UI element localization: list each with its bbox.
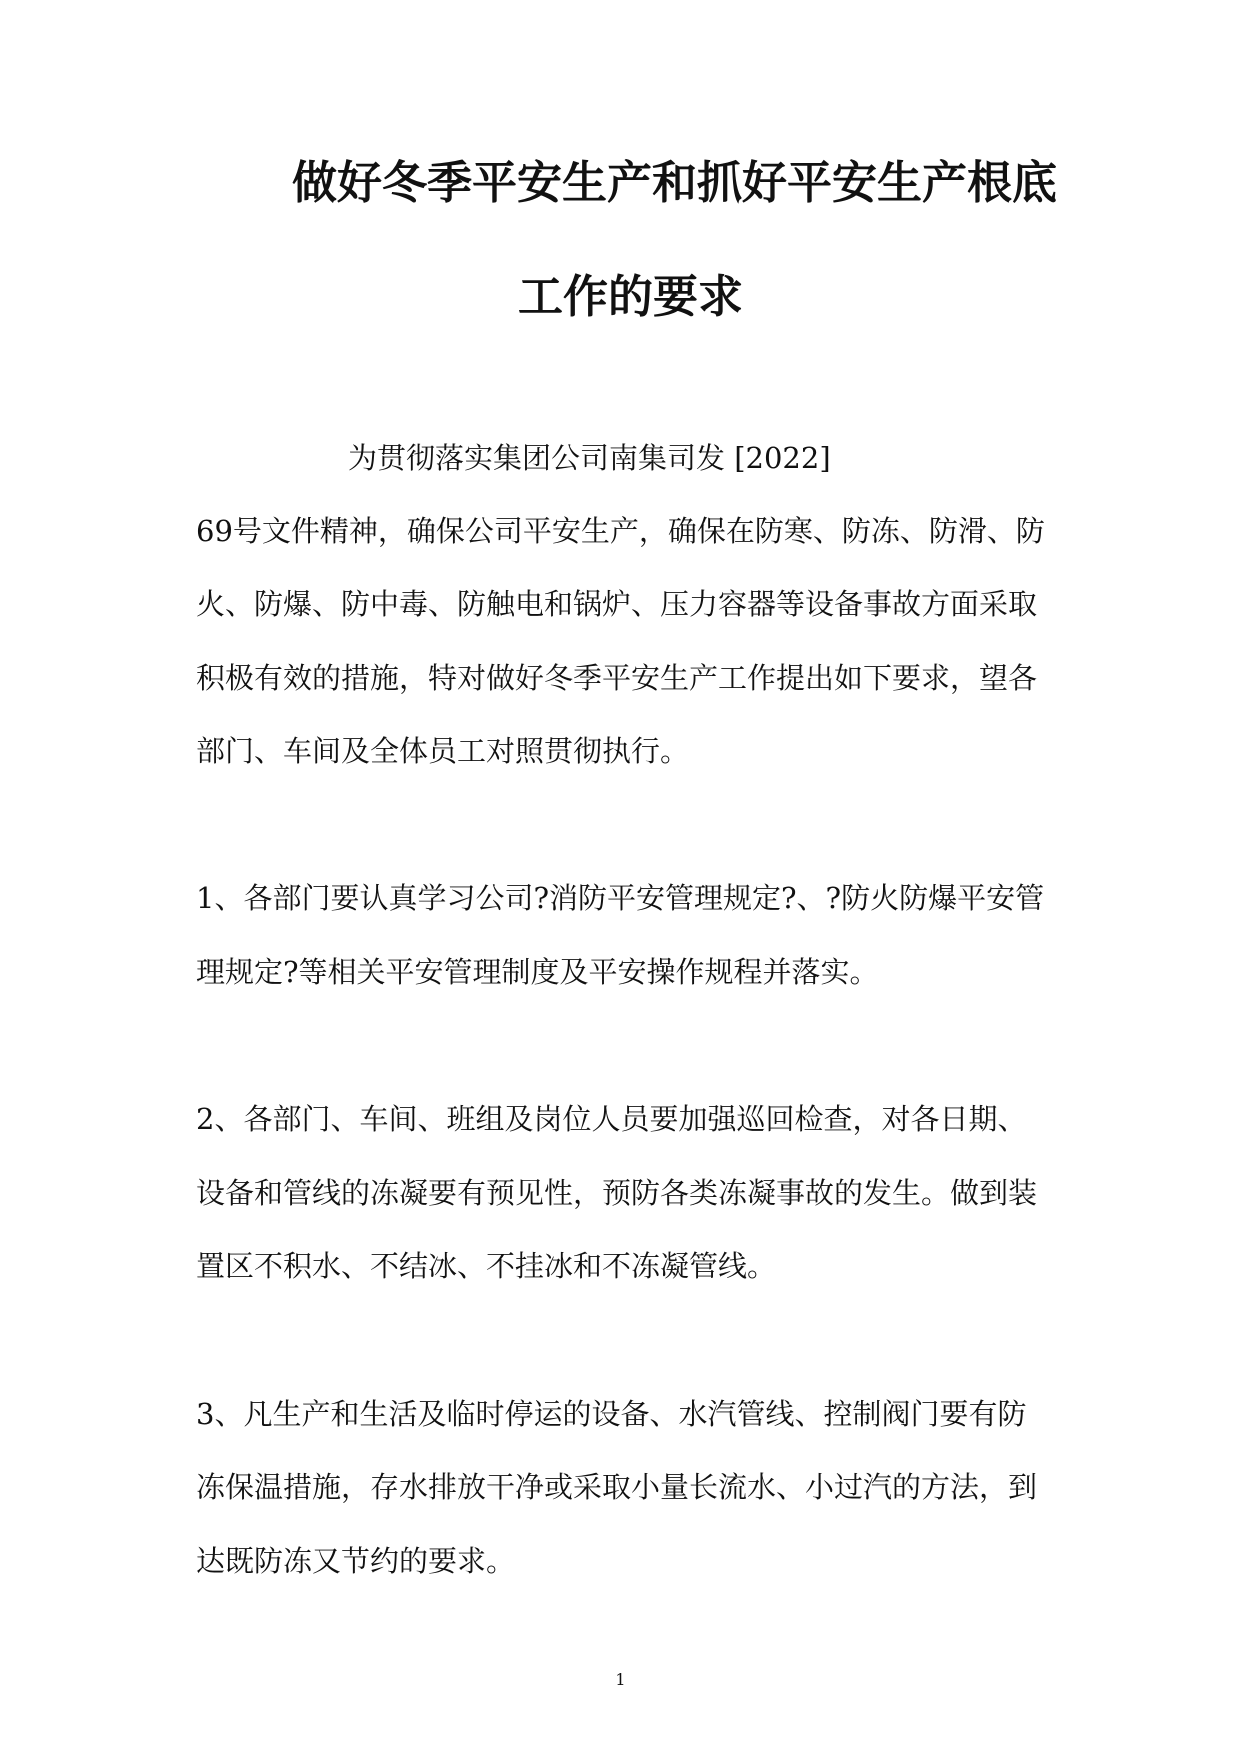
document-title-line-2: 工作的要求: [517, 270, 743, 323]
item-2-line-3: 置区不积水、不结冰、不挂冰和不冻凝管线。: [196, 1249, 777, 1283]
item-3-line-2: 冻保温措施，存水排放干净或采取小量长流水、小过汽的方法，到: [196, 1470, 1038, 1504]
intro-line-2: 69号文件精神，确保公司平安生产，确保在防寒、防冻、防滑、防: [196, 514, 1045, 548]
item-3-line-3: 达既防冻又节约的要求。: [196, 1544, 516, 1578]
item-1-line-2: 理规定?等相关平安管理制度及平安操作规程并落实。: [196, 955, 879, 989]
intro-line-3: 火、防爆、防中毒、防触电和锅炉、压力容器等设备事故方面采取: [196, 587, 1038, 621]
item-1-line-1: 1、各部门要认真学习公司?消防平安管理规定?、?防火防爆平安管: [196, 881, 1045, 915]
item-2-line-1: 2、各部门、车间、班组及岗位人员要加强巡回检查，对各日期、: [196, 1102, 1027, 1136]
document-title-line-1: 做好冬季平安生产和抓好平安生产根底: [292, 156, 1058, 209]
intro-line-5: 部门、车间及全体员工对照贯彻执行。: [196, 734, 690, 768]
item-3-line-1: 3、凡生产和生活及临时停运的设备、水汽管线、控制阀门要有防: [196, 1397, 1027, 1431]
page-number: 1: [615, 1670, 626, 1689]
intro-line-4: 积极有效的措施，特对做好冬季平安生产工作提出如下要求，望各: [196, 661, 1038, 695]
item-2-line-2: 设备和管线的冻凝要有预见性，预防各类冻凝事故的发生。做到装: [196, 1176, 1038, 1210]
intro-line-1: 为贯彻落实集团公司南集司发 [2022]: [348, 441, 831, 475]
